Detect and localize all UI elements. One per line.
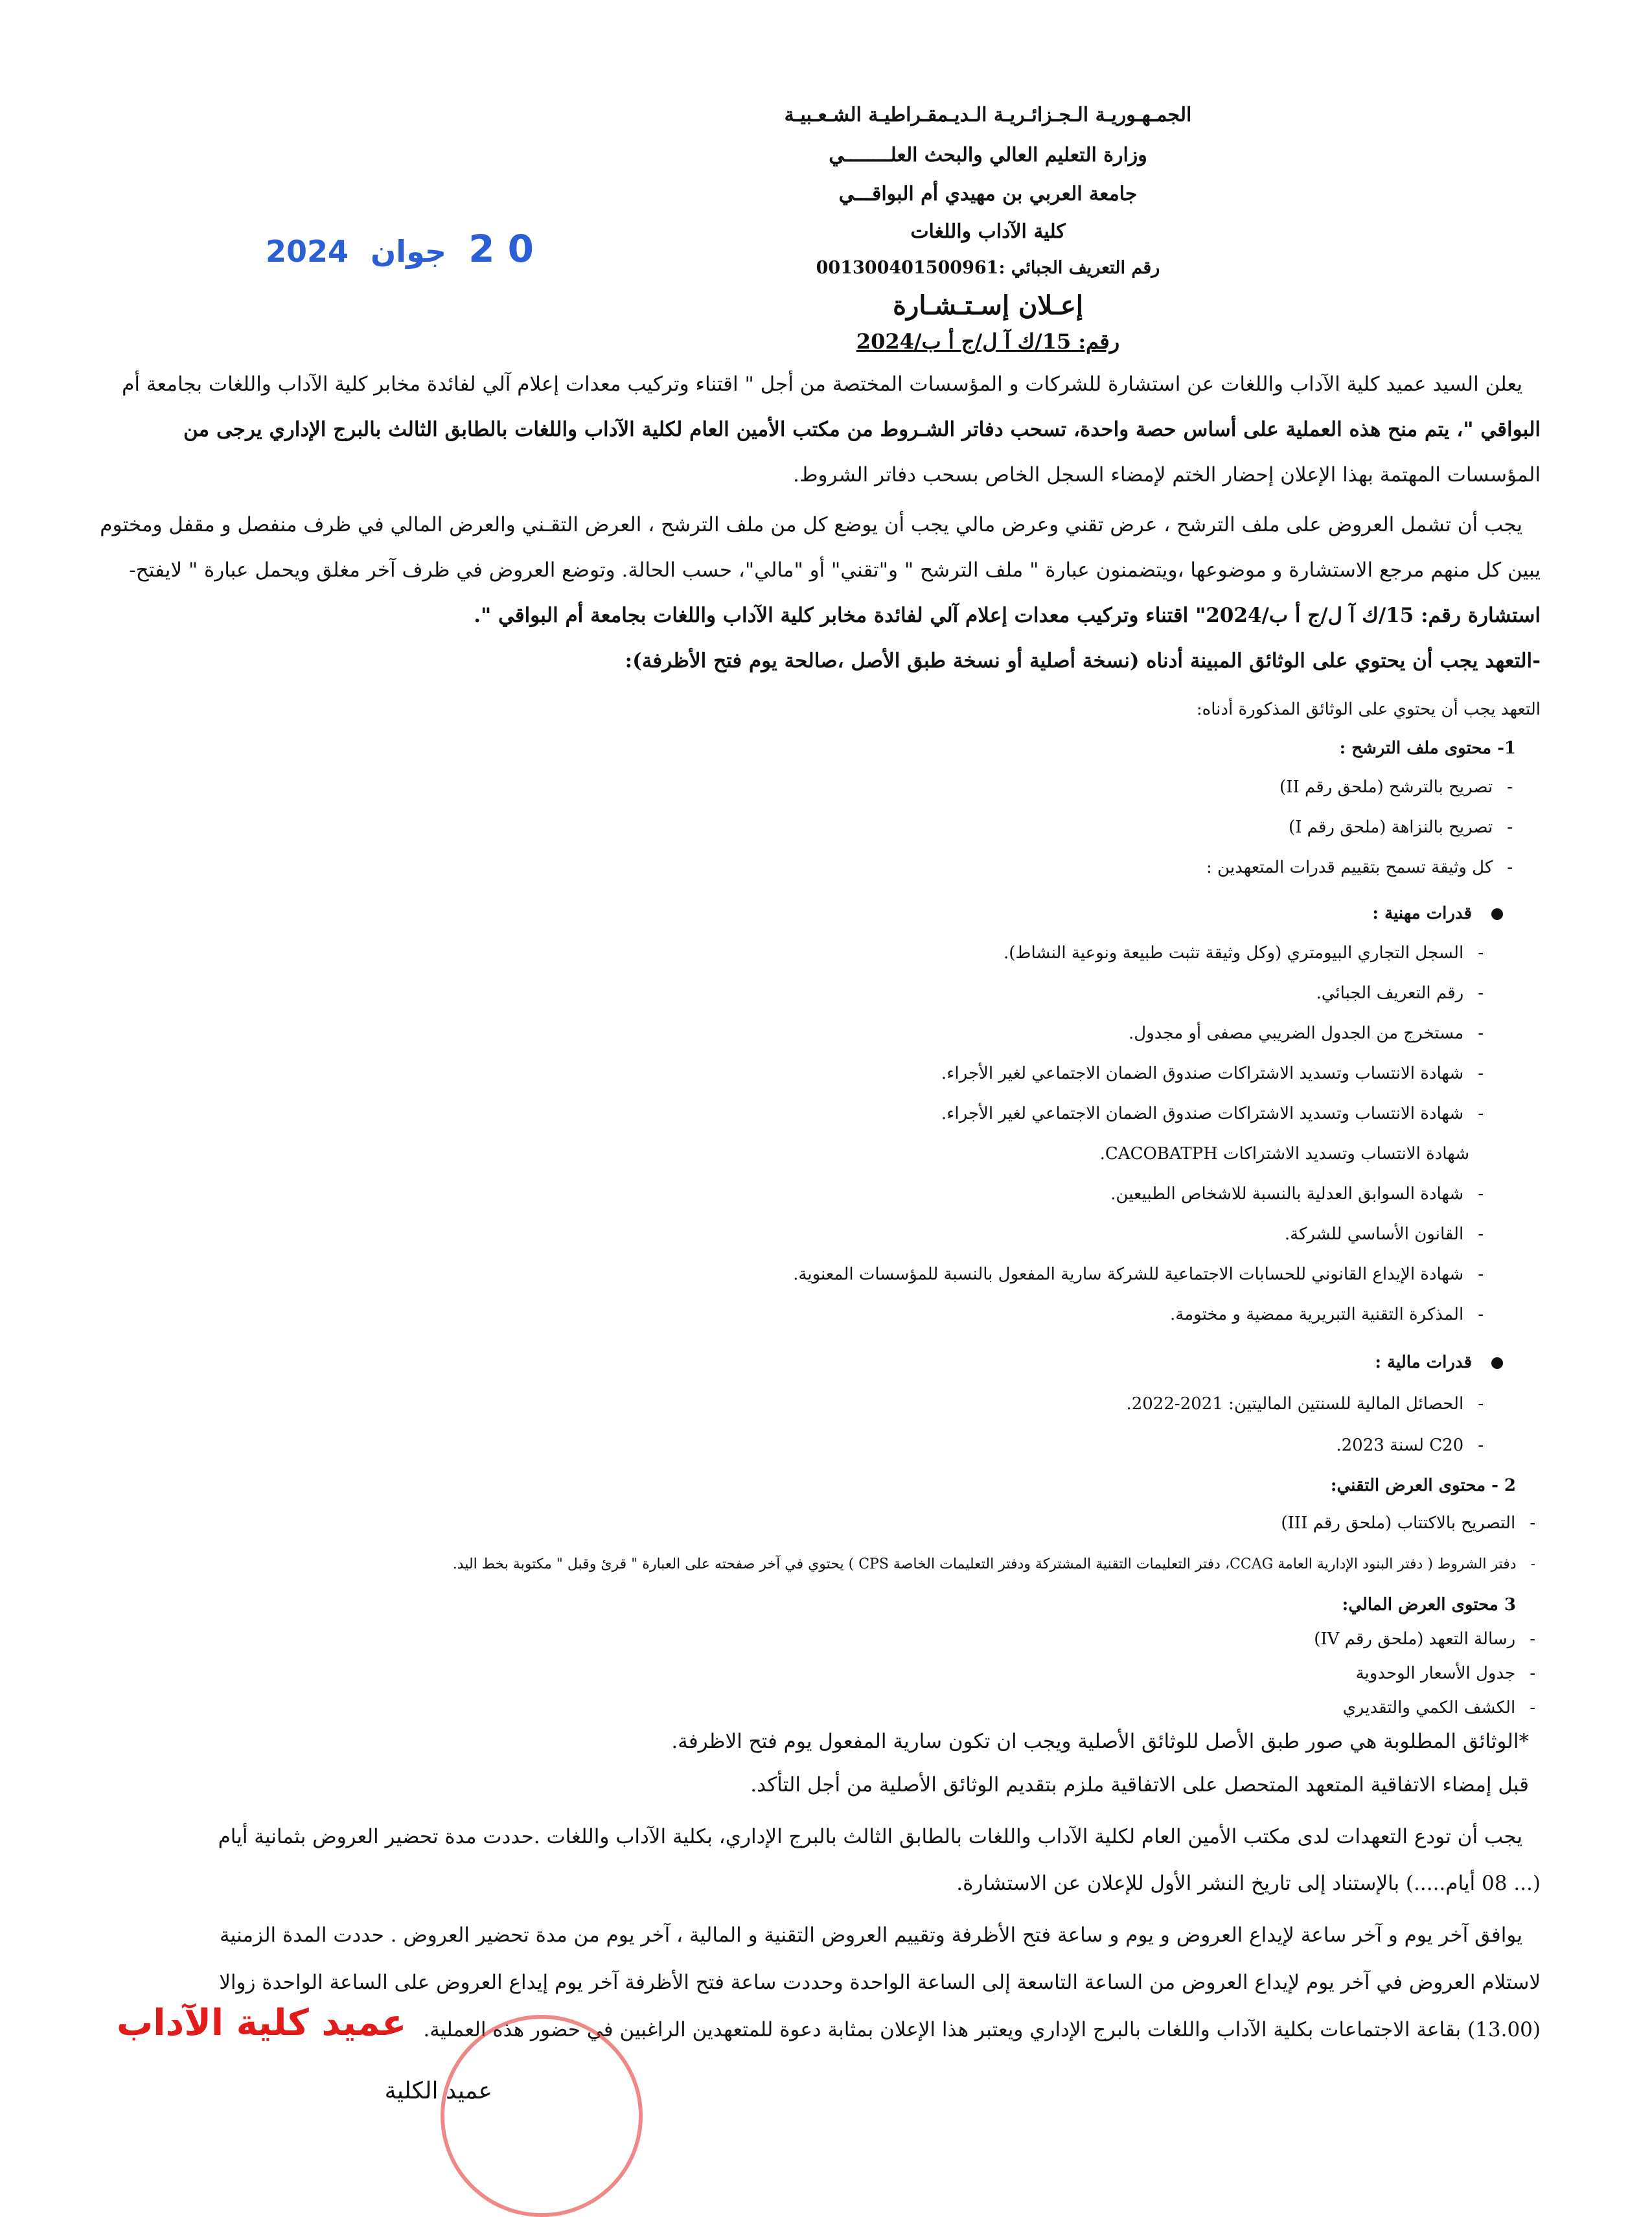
pro-item-5: - شهادة الانتساب وتسديد الاشتراكات صندوق الضمان الاجتماعي لغير الأجراء.	[0, 1104, 1484, 1123]
professional-title: قدرات مهنية :	[1372, 904, 1472, 923]
pro-item-8: - القانون الأساسي للشركة.	[0, 1224, 1484, 1244]
pro-item-7: - شهادة السوابق العدلية بالنسبة للاشخاص الطبيعين.	[0, 1184, 1484, 1204]
round-seal	[441, 2015, 643, 2217]
section1-item-3: - كل وثيقة تسمح بتقييم قدرات المتعهدين :	[0, 858, 1513, 877]
financial-title: قدرات مالية :	[1375, 1353, 1472, 1372]
offers-line-1: يجب أن تشمل العروض على ملف الترشح ، عرض تقني وعرض مالي يجب أن يوضع كل من ملف الترشح ، العرض التقـني والعرض المالي في ظرف منفصل و مقفل ومختوم	[100, 513, 1522, 536]
pro-item-10: - المذكرة التقنية التبريرية ممضية و مختومة.	[0, 1305, 1484, 1324]
section2-title: 2 - محتوى العرض التقني:	[1330, 1476, 1516, 1495]
tax-id: رقم التعريف الجبائي :001300401500961	[816, 258, 1160, 278]
note-line-1: *الوثائق المطلوبة هي صور طبق الأصل للوثائق الأصلية ويجب ان تكون سارية المفعول يوم فتح الاظرفة.	[671, 1730, 1529, 1753]
page-title: إعـلان إسـتـشـارة	[893, 290, 1083, 321]
pro-item-1: - السجل التجاري البيومتري (وكل وثيقة تثبت طبيعة ونوعية النشاط).	[0, 943, 1484, 963]
section1-item-2: - تصريح بالنزاهة (ملحق رقم I)	[0, 818, 1513, 837]
university-line: جامعة العربي بن مهيدي أم البواقـــي	[838, 183, 1138, 205]
pro-item-4: - شهادة الانتساب وتسديد الاشتراكات صندوق الضمان الاجتماعي لغير الأجراء.	[0, 1064, 1484, 1083]
faculty-line: كلية الآداب واللغات	[910, 220, 1066, 243]
date-month: جوان	[371, 234, 447, 269]
fin-item-1: - الحصائل المالية للسنتين الماليتين: 2021-2022.	[0, 1394, 1484, 1414]
reference-number: رقم: 15/ك آ ل/ج أ ب/2024	[856, 329, 1120, 354]
section2-item-2: - دفتر الشروط ( دفتر البنود الإدارية العامة CCAG، دفتر التعليمات التقنية المشتركة ودفتر التعليمات الخاصة CPS ) يحتوي في آخر صفحته على العبارة " قرئ وقبل " مكتوبة بخط اليد.	[0, 1556, 1535, 1572]
offers-line-2: يبين كل منهم مرجع الاستشارة و موضوعها ،ويتضمنون عبارة " ملف الترشح " و"تقني" أو "مالي"، حسب الحالة. وتوضع العروض في ظرف آخر مغلق ويحمل عبارة " لايفتح-	[129, 558, 1541, 582]
offers-line-3: استشارة رقم: 15/ك آ ل/ج أ ب/2024" اقتناء وتركيب معدات إعلام آلي لفائدة مخابر كلية الآداب واللغات بجامعة أم البواقي ".	[474, 604, 1541, 627]
intro-line-2: البواقي "، يتم منح هذه العملية على أساس حصة واحدة، تسحب دفاتر الشـروط من مكتب الأمين العام لكلية الآداب واللغات بالطابق الثالث بالبرج الإداري يرجى من	[183, 418, 1541, 441]
date-day: 0 2	[468, 227, 534, 271]
section3-item-2: - جدول الأسعار الوحدوية	[0, 1664, 1535, 1683]
date-stamp	[266, 227, 534, 271]
opening-line-1: يوافق آخر يوم و آخر ساعة لإيداع العروض و يوم و ساعة فتح الأظرفة وتقييم العروض التقنية و المالية ، آخر يوم من مدة تحضير العروض . حددت المدة الزمنية	[220, 1924, 1522, 1947]
deposit-line-1: يجب أن تودع التعهدات لدى مكتب الأمين العام لكلية الآداب واللغات بالطابق الثالث بالبرج الإداري، بكلية الآداب واللغات .حددت مدة تحضير العروض بثمانية أيام	[218, 1825, 1522, 1848]
commitment-plain: التعهد يجب أن يحتوي على الوثائق المذكورة أدناه:	[1196, 700, 1541, 719]
opening-line-3: (13.00) بقاعة الاجتماعات بكلية الآداب واللغات بالبرج الإداري ويعتبر هذا الإعلان بمثابة دعوة للمتعهدين الراغبين في حضور هذه العملية.	[423, 2018, 1541, 2041]
section3-item-1: - رسالة التعهد (ملحق رقم IV)	[0, 1629, 1535, 1649]
section3-item-3: - الكشف الكمي والتقديري	[0, 1698, 1535, 1717]
dean-label: عميد الكلية	[384, 2078, 492, 2104]
deposit-line-2: (... 08 أيام.....) بالإستناد إلى تاريخ النشر الأول للإعلان عن الاستشارة.	[956, 1872, 1541, 1895]
section2-item-1: - التصريح بالاكتتاب (ملحق رقم III)	[0, 1513, 1535, 1533]
section1-item-1: - تصريح بالترشح (ملحق رقم II)	[0, 777, 1513, 797]
date-year: 2024	[266, 234, 349, 269]
note-line-2: قبل إمضاء الاتفاقية المتعهد المتحصل على الاتفاقية ملزم بتقديم الوثائق الأصلية من أجل التأكد.	[750, 1773, 1529, 1797]
bullet-icon	[1491, 1357, 1503, 1369]
pro-item-2: - رقم التعريف الجبائي.	[0, 983, 1484, 1003]
financial-capacities	[0, 1353, 1503, 1372]
bullet-icon	[1491, 908, 1503, 920]
fin-item-2: - C20 لسنة 2023.	[0, 1436, 1484, 1455]
republic-line: الجمـهـوريـة الـجـزائـريـة الـديـمقـراطيـة الشـعـبيـة	[784, 104, 1192, 126]
intro-line-3: المؤسسات المهتمة بهذا الإعلان إحضار الختم لإمضاء السجل الخاص بسحب دفاتر الشروط.	[792, 463, 1541, 487]
pro-item-9: - شهادة الإيداع القانوني للحسابات الاجتماعية للشركة سارية المفعول بالنسبة للمؤسسات المعنوية.	[0, 1265, 1484, 1284]
intro-line-1: يعلن السيد عميد كلية الآداب واللغات عن استشارة للشركات و المؤسسات المختصة من أجل " اقتناء وتركيب معدات إعلام آلي لفائدة مخابر كلية الآداب واللغات بجامعة أم	[122, 373, 1522, 396]
pro-item-3: - مستخرج من الجدول الضريبي مصفى أو مجدول.	[0, 1024, 1484, 1043]
dean-stamp: عميد كلية الآداب	[117, 2002, 407, 2044]
professional-capacities	[0, 904, 1503, 923]
pro-item-6: شهادة الانتساب وتسديد الاشتراكات CACOBATPH.	[1099, 1144, 1469, 1164]
section3-title: 3 محتوى العرض المالي:	[1342, 1595, 1516, 1614]
opening-line-2: لاستلام العروض في آخر يوم لإيداع العروض من الساعة التاسعة إلى الساعة الواحدة وحددت ساعة فتح الأظرفة آخر يوم إيداع العروض على الساعة الواحدة زوالا	[219, 1971, 1541, 1994]
ministry-line: وزارة التعليم العالي والبحث العلــــــــي	[829, 144, 1147, 167]
section1-title: 1- محتوى ملف الترشح :	[1339, 739, 1516, 758]
commitment-bold: -التعهد يجب أن يحتوي على الوثائق المبينة أدناه (نسخة أصلية أو نسخة طبق الأصل ،صالحة يوم فتح الأظرفة):	[625, 649, 1541, 672]
